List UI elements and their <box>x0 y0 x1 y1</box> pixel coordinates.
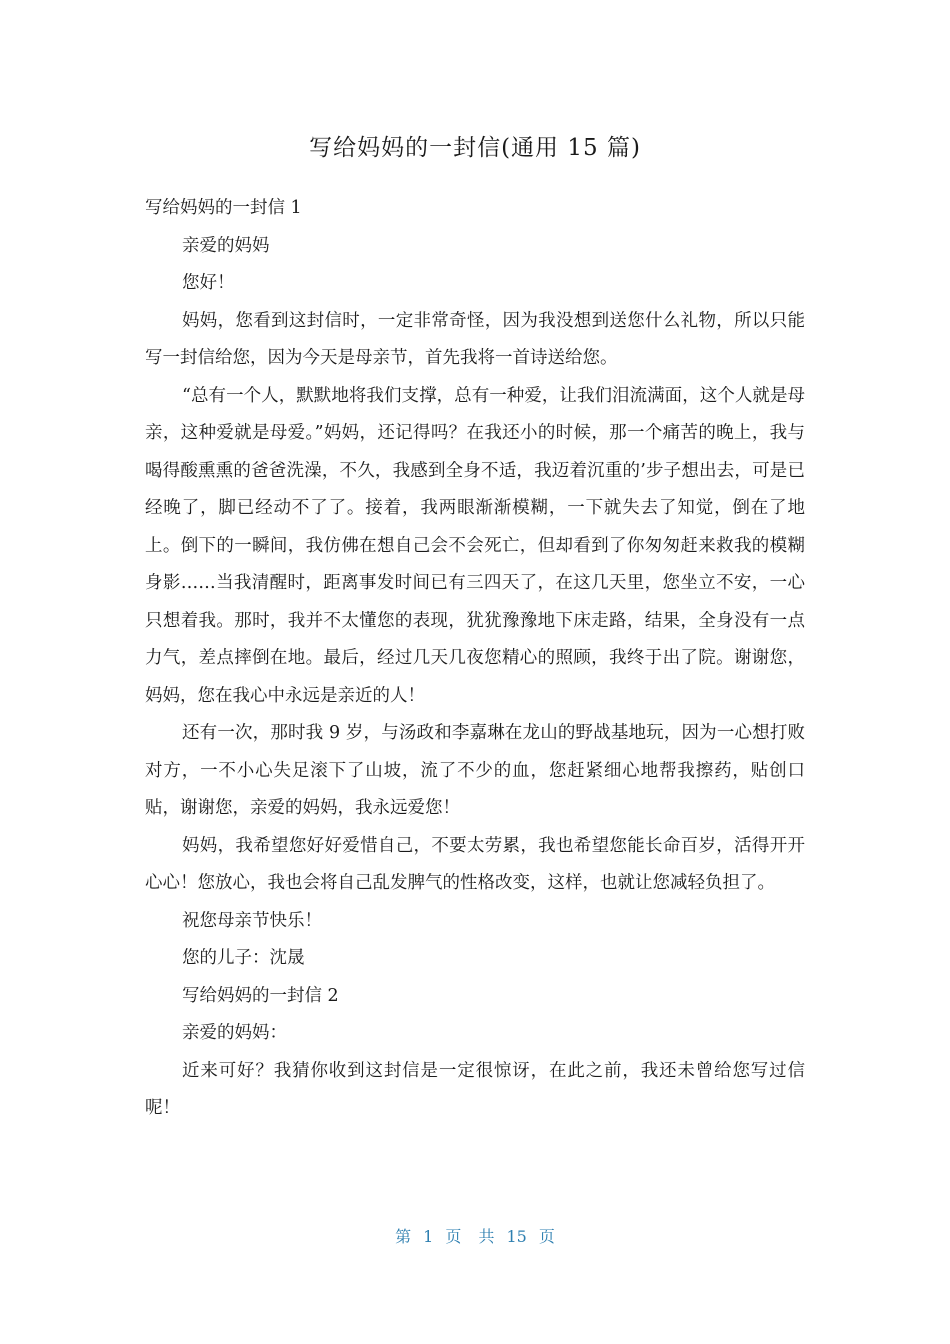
page-footer <box>0 1226 950 1248</box>
salutation: 亲爱的妈妈： <box>182 1023 287 1043</box>
page-label-mid: 页 共 <box>445 1227 495 1246</box>
page-label-suffix: 页 <box>538 1227 555 1246</box>
paragraph: 妈妈，我希望您好好爱惜自己，不要太劳累，我也希望您能长命百岁，活得开开心心！您放心，我也会将自己乱发脾气的性格改变，这样，也就让您减轻负担了。 <box>145 835 805 893</box>
section-heading-2: 写给妈妈的一封信 2 <box>182 985 339 1006</box>
paragraph: “总有一个人，默默地将我们支撑，总有一种爱，让我们泪流满面，这个人就是母亲，这种爱就是母爱。”妈妈，还记得吗？在我还小的时候，那一个痛苦的晚上，我与喝得酸熏熏的爸爸洗澡，不久，我感到全身不适，我迈着沉重的’步子想出去，可是已经晚了，脚已经动不了了。接着，我两眼渐渐模糊，一下就失去了知觉，倒在了地上。倒下的一瞬间，我仿佛在想自己会不会死亡，但却看到了你匆匆赶来救我的模糊身影……当我清醒时，距离事发时间已有三四天了，在这几天里，您坐立不安，一心只想着我。那时，我并不太懂您的表现，犹犹豫豫地下床走路，结果，全身没有一点力气，差点摔倒在地。最后，经过几天几夜您精心的照顾，我终于出了院。谢谢您，妈妈，您在我心中永远是亲近的人！ <box>145 385 805 706</box>
document-title: 写给妈妈的一封信(通用 15 篇) <box>309 135 641 161</box>
signature: 您的儿子：沈晟 <box>182 948 305 968</box>
paragraph: 近来可好？我猜你收到这封信是一定很惊讶，在此之前，我还未曾给您写过信呢！ <box>145 1060 805 1118</box>
section-heading-1: 写给妈妈的一封信 1 <box>145 198 302 218</box>
document-body <box>145 190 805 1128</box>
total-pages-number: 15 <box>506 1227 527 1246</box>
greeting: 您好！ <box>182 273 235 293</box>
current-page-number: 1 <box>423 1227 434 1246</box>
page-label-prefix: 第 <box>395 1227 412 1246</box>
closing-wish: 祝您母亲节快乐！ <box>182 910 322 931</box>
salutation: 亲爱的妈妈 <box>182 235 270 256</box>
paragraph: 还有一次，那时我 9 岁，与汤政和李嘉琳在龙山的野战基地玩，因为一心想打败对方，一不小心失足滚下了山坡，流了不少的血，您赶紧细心地帮我擦药，贴创口贴，谢谢您，亲爱的妈妈，我永远爱您！ <box>145 723 805 818</box>
paragraph: 妈妈，您看到这封信时，一定非常奇怪，因为我没想到送您什么礼物，所以只能写一封信给您，因为今天是母亲节，首先我将一首诗送给您。 <box>145 310 805 368</box>
